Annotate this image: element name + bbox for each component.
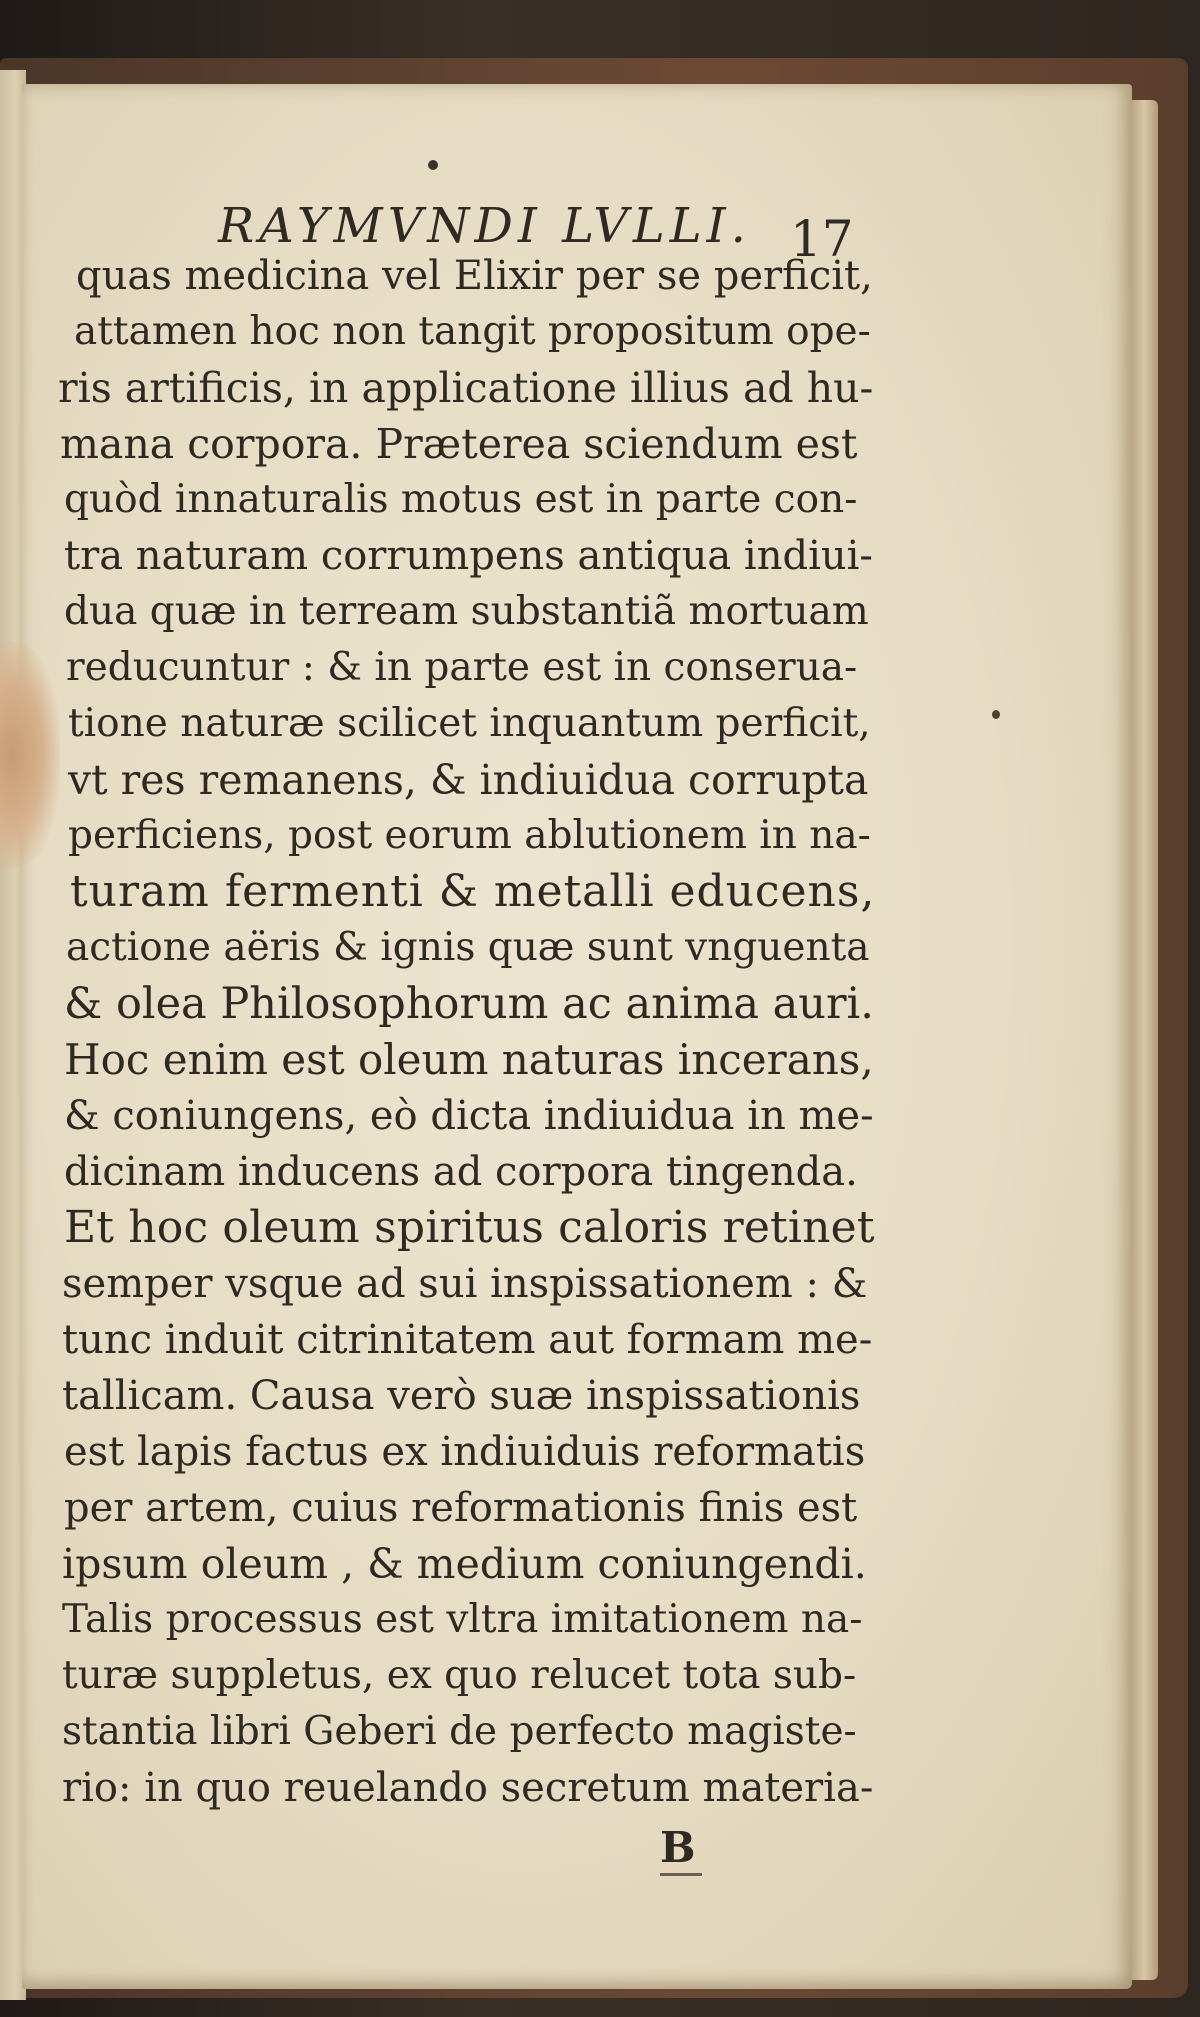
water-stain	[0, 640, 60, 870]
text-line: actione aëris & ignis quæ sunt vnguenta	[66, 925, 870, 970]
text-line: & coniungens, eò dicta indiuidua in me-	[64, 1093, 874, 1139]
text-line: quas medicina vel Elixir per se perficit,	[76, 253, 873, 299]
text-line: quòd innaturalis motus est in parte con-	[64, 477, 858, 522]
text-line: mana corpora. Præterea sciendum est	[60, 420, 858, 468]
text-line: per artem, cuius reformationis finis est	[64, 1485, 858, 1531]
text-line: turæ suppletus, ex quo relucet tota sub-	[62, 1653, 857, 1698]
text-line: Et hoc oleum spiritus caloris retinet	[64, 1202, 875, 1253]
page-fore-edge	[1130, 100, 1158, 1980]
text-block	[54, 248, 884, 1818]
page-number: 17	[790, 210, 854, 268]
text-line: reducuntur : & in parte est in conserua-	[66, 645, 858, 690]
text-line: vt res remanens, & indiuidua corrupta	[68, 756, 869, 804]
signature-underline	[660, 1873, 702, 1876]
text-line: dua quæ in terream substantiã mortuam	[64, 589, 869, 634]
text-line: Talis processus est vltra imitationem na-	[62, 1597, 863, 1642]
ink-dot	[992, 710, 1000, 719]
text-line: semper vsque ad sui inspissationem : &	[62, 1261, 868, 1307]
text-line: stantia libri Geberi de perfecto magiste-	[62, 1709, 857, 1754]
signature-mark: B	[660, 1823, 696, 1872]
text-line: tra naturam corrumpens antiqua indiui-	[64, 533, 873, 579]
text-line: perficiens, post eorum ablutionem in na-	[68, 813, 871, 858]
text-line: Hoc enim est oleum naturas incerans,	[64, 1035, 874, 1084]
text-line: & olea Philosophorum ac anima auri.	[64, 979, 874, 1029]
running-head: RAYMVNDI LVLLI.	[218, 198, 751, 254]
text-line: rio: in quo reuelando secretum materia-	[62, 1765, 874, 1811]
text-line: dicinam inducens ad corpora tingenda.	[64, 1149, 858, 1195]
text-line: ris artificis, in applicatione illius ad hu-	[58, 364, 874, 412]
text-line: tallicam. Causa verò suæ inspissationis	[62, 1373, 861, 1419]
text-line: tione naturæ scilicet inquantum perficit,	[68, 701, 871, 746]
text-line: ipsum oleum , & medium coniungendi.	[62, 1540, 867, 1588]
text-line: turam fermenti & metalli educens,	[70, 866, 876, 917]
text-line: tunc induit citrinitatem aut formam me-	[62, 1317, 873, 1363]
ink-dot	[428, 160, 438, 170]
text-line: attamen hoc non tangit propositum ope-	[74, 309, 871, 354]
text-line: est lapis factus ex indiuiduis reformatis	[64, 1429, 866, 1475]
